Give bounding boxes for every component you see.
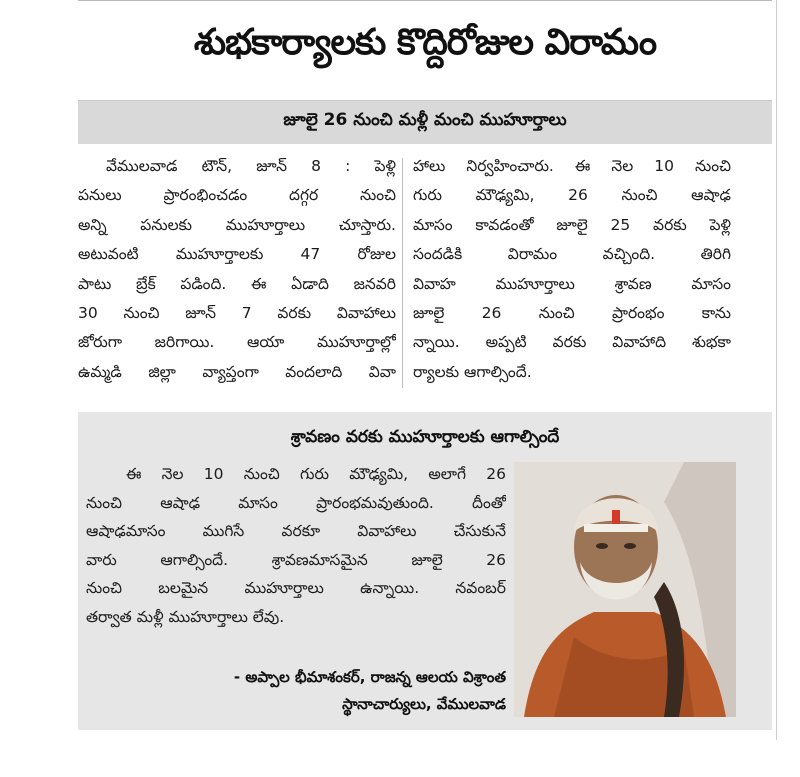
text-line: న్నాయి. అప్పటి వరకు వివాహాది శుభకా <box>413 333 731 352</box>
quote-box <box>78 412 772 730</box>
text-line: అటువంటి ముహూర్తాలకు 47 రోజుల <box>78 245 396 264</box>
text-line: అన్ని పనులకు ముహూర్తాలు చూస్తారు. <box>78 215 396 234</box>
attribution-line: - అప్పాల భీమాశంకర్, రాజన్న ఆలయ విశ్రాంత <box>233 668 506 686</box>
quote-line: వారు ఆగాల్సిందే. శ్రావణమాసమైన జూలై 26 <box>86 550 506 569</box>
priest-portrait-photo <box>514 462 736 717</box>
text-line: ర్యాలకు ఆగాల్సిందే. <box>413 362 532 381</box>
text-line: మాసం కావడంతో జూలై 25 వరకు పెళ్లి <box>413 215 731 234</box>
headline: శుభకార్యాలకు కొద్దిరోజుల విరామం <box>193 22 657 63</box>
portrait-illustration <box>514 462 736 717</box>
quote-line: ఈ నెల 10 నుంచి గురు మౌఢ్యమి, అలాగే 26 <box>126 465 506 483</box>
quote-line: నుంచి ఆషాఢ మాసం ప్రారంభమవుతుంది. దీంతో <box>86 493 506 512</box>
text-line: జోరుగా జరిగాయి. ఆయా ముహూర్తాల్లో <box>78 333 396 352</box>
quote-line: ఆషాఢమాసం ముగిసే వరకూ వివాహాలు చేసుకునే <box>86 522 506 540</box>
quote-attribution <box>148 664 506 718</box>
text-line: వేములవాడ టౌన్, జూన్ 8 : పెళ్లి <box>106 157 396 175</box>
quote-line: తర్వాత మళ్లీ ముహూర్తాలు లేవు. <box>86 607 285 626</box>
attribution-line: స్థానాచార్యులు, వేములవాడ <box>342 695 506 713</box>
text-line: వివాహ ముహూర్తాలు శ్రావణ మాసం <box>413 274 731 293</box>
quote-text <box>86 460 506 631</box>
text-line: పనులు ప్రారంభించడం దగ్గర నుంచి <box>78 186 396 205</box>
text-line: పాటు బ్రేక్ పడింది. ఈ ఏడాది జనవరి <box>78 274 396 293</box>
top-rule <box>78 0 772 7</box>
quote-line: నుంచి బలమైన ముహూర్తాలు ఉన్నాయి. నవంబర్ <box>86 579 506 597</box>
article-column-left <box>78 152 396 387</box>
text-line: సందడికి విరామం వచ్చింది. తిరిగి <box>413 245 731 264</box>
subheadline-band <box>78 100 772 144</box>
subheadline: జూలై 26 నుంచి మళ్లీ మంచి ముహూర్తాలు <box>283 110 567 130</box>
text-line: ఉమ్మడి జిల్లా వ్యాప్తంగా వందలాది వివా <box>78 362 396 381</box>
quote-box-heading: శ్రావణం వరకు ముహూర్తాలకు ఆగాల్సిందే <box>290 427 560 447</box>
article-column-right <box>413 152 731 387</box>
column-rule <box>776 0 777 740</box>
text-line: గురు మౌఢ్యమి, 26 నుంచి ఆషాఢ <box>413 186 731 205</box>
text-line: 30 నుంచి జూన్ 7 వరకు వివాహాలు <box>78 304 396 323</box>
text-line: జూలై 26 నుంచి ప్రారంభం కాను <box>413 304 731 323</box>
text-line: హాలు నిర్వహించారు. ఈ నెల 10 నుంచి <box>413 157 731 175</box>
column-divider <box>402 158 403 388</box>
